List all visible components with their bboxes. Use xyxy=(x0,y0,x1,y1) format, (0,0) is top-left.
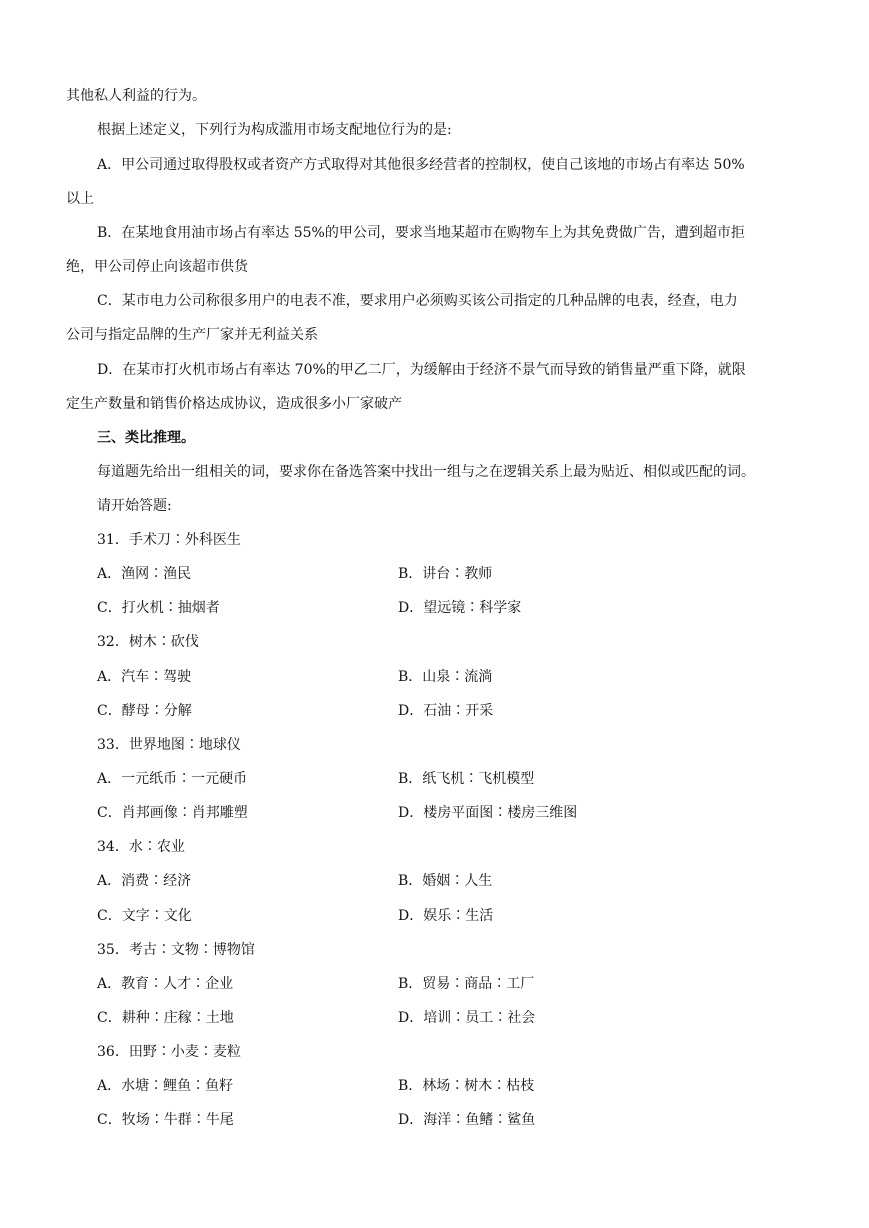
paragraph-line: 其他私人利益的行为。 xyxy=(66,88,206,104)
question-stem: 32．树木∶砍伐 xyxy=(97,634,199,650)
section-heading: 三、类比推理。 xyxy=(97,430,195,446)
option-b-line-2: 绝，甲公司停止向该超市供货 xyxy=(66,259,248,275)
question-stem: 36．田野∶小麦∶麦粒 xyxy=(97,1044,241,1060)
option-d: D．娱乐∶生活 xyxy=(398,908,494,924)
section-description: 每道题先给出一组相关的词，要求你在备选答案中找出一组与之在逻辑关系上最为贴近、相似或匹配的词。 xyxy=(97,464,755,480)
option-b: B．贸易∶商品∶工厂 xyxy=(398,976,535,992)
option-a: A．一元纸币∶一元硬币 xyxy=(97,771,248,787)
option-d: D．石油∶开采 xyxy=(398,703,494,719)
option-a: A．教育∶人才∶企业 xyxy=(97,976,234,992)
option-d: D．望远镜∶科学家 xyxy=(398,600,522,616)
option-d: D．楼房平面图∶楼房三维图 xyxy=(398,805,578,821)
option-d: D．海洋∶鱼鳍∶鲨鱼 xyxy=(398,1112,536,1128)
option-b: B．纸飞机∶飞机模型 xyxy=(398,771,535,787)
option-c: C．肖邦画像∶肖邦雕塑 xyxy=(97,805,248,821)
question-stem: 33．世界地图∶地球仪 xyxy=(97,737,241,753)
option-a: A．消费∶经济 xyxy=(97,873,192,889)
question-prompt: 根据上述定义，下列行为构成滥用市场支配地位行为的是: xyxy=(97,122,452,138)
option-b: B．林场∶树木∶枯枝 xyxy=(398,1078,535,1094)
option-d: D．培训∶员工∶社会 xyxy=(398,1010,536,1026)
option-c: C．酵母∶分解 xyxy=(97,703,192,719)
option-a-line-2: 以上 xyxy=(66,191,94,207)
option-b: B．山泉∶流淌 xyxy=(398,669,493,685)
option-c: C．打火机∶抽烟者 xyxy=(97,600,220,616)
option-b-line-1: B．在某地食用油市场占有率达 55%的甲公司，要求当地某超市在购物车上为其免费做广告，遭到超市拒 xyxy=(97,225,745,241)
option-a: A．水塘∶鲤鱼∶鱼籽 xyxy=(97,1078,234,1094)
option-c: C．文字∶文化 xyxy=(97,908,192,924)
option-c-line-2: 公司与指定品牌的生产厂家并无利益关系 xyxy=(66,327,318,343)
option-a-line-1: A．甲公司通过取得股权或者资产方式取得对其他很多经营者的控制权，使自己该地的市场占有率达 50% xyxy=(97,157,745,173)
section-start: 请开始答题: xyxy=(97,498,172,514)
option-b: B．讲台∶教师 xyxy=(398,566,493,582)
option-c: C．牧场∶牛群∶牛尾 xyxy=(97,1112,234,1128)
option-c: C．耕种∶庄稼∶土地 xyxy=(97,1010,234,1026)
option-d-line-2: 定生产数量和销售价格达成协议，造成很多小厂家破产 xyxy=(66,396,402,412)
question-stem: 34．水∶农业 xyxy=(97,839,185,855)
option-a: A．汽车∶驾驶 xyxy=(97,669,192,685)
option-d-line-1: D．在某市打火机市场占有率达 70%的甲乙二厂，为缓解由于经济不景气而导致的销售量严重下降，就限 xyxy=(97,362,746,378)
option-a: A．渔网∶渔民 xyxy=(97,566,192,582)
option-c-line-1: C．某市电力公司称很多用户的电表不准，要求用户必须购买该公司指定的几种品牌的电表，经查，电力 xyxy=(97,293,738,309)
option-b: B．婚姻∶人生 xyxy=(398,873,493,889)
question-stem: 35．考古∶文物∶博物馆 xyxy=(97,942,255,958)
question-stem: 31．手术刀∶外科医生 xyxy=(97,532,241,548)
